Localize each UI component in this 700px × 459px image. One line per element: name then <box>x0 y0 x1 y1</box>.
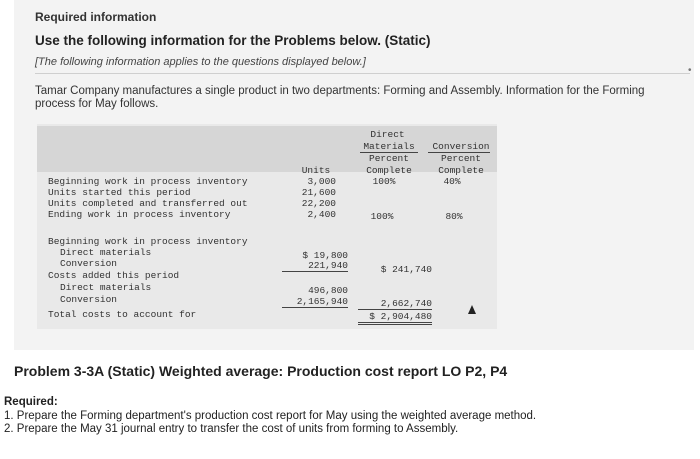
dm-header-rule <box>360 152 418 153</box>
conv-header-rule <box>428 152 490 153</box>
units-value: 22,200 <box>301 198 336 209</box>
cost-subtotal: $ 241,740 <box>380 264 432 275</box>
requirements-list <box>4 410 694 436</box>
requirement-item: 2. Prepare the May 31 journal entry to transfer the cost of units from forming to Assembly. <box>4 423 459 435</box>
requirement-item: 1. Prepare the Forming department's production cost report for May using the weighted average method. <box>4 410 537 422</box>
cost-value: 496,800 <box>308 285 348 296</box>
row-label: Beginning work in process inventory <box>48 176 248 187</box>
cost-label: Conversion <box>60 258 118 269</box>
units-value: 3,000 <box>307 176 336 187</box>
dm-header-line2: Materials <box>363 141 415 152</box>
row-label: Ending work in process inventory <box>48 209 231 220</box>
cost-subtotal: 2,662,740 <box>358 298 432 310</box>
conv-percent: 40% <box>443 176 461 187</box>
dm-header-line3: Percent <box>369 153 409 164</box>
cost-label: Costs added this period <box>48 270 180 281</box>
cost-value: $ 19,800 <box>302 250 348 261</box>
dm-header-line4: Complete <box>366 165 412 176</box>
dm-header-line1: Direct <box>370 129 405 140</box>
row-label: Units started this period <box>48 187 191 198</box>
more-dot: • <box>688 65 692 76</box>
dm-percent: 100% <box>372 176 396 187</box>
conv-header-line2: Percent <box>441 153 481 164</box>
conv-header-line3: Complete <box>438 165 484 176</box>
cost-value: 2,165,940 <box>282 296 348 308</box>
units-header: Units <box>301 165 331 176</box>
cost-label: Conversion <box>60 294 118 305</box>
intro-paragraph: Tamar Company manufactures a single product in two departments: Forming and Assembly. Information for the Forming process for May follows. <box>35 85 645 110</box>
applies-note: [The following information applies to the questions displayed below.] <box>35 56 366 68</box>
cost-value: 221,940 <box>282 260 348 272</box>
cost-total: $ 2,904,480 <box>358 311 432 325</box>
cost-label: Total costs to account for <box>48 309 197 320</box>
units-value: 21,600 <box>301 187 336 198</box>
cost-label: Direct materials <box>60 282 152 293</box>
cursor-pointer-icon <box>468 305 476 314</box>
units-value: 2,400 <box>307 209 336 220</box>
conv-percent: 80% <box>445 211 463 222</box>
conv-header-line1: Conversion <box>432 141 490 152</box>
row-label: Units completed and transferred out <box>48 198 248 209</box>
problem-title: Problem 3-3A (Static) Weighted average: Production cost report LO P2, P4 <box>14 363 508 379</box>
cost-label: Direct materials <box>60 247 152 258</box>
dm-percent: 100% <box>370 211 394 222</box>
cost-label: Beginning work in process inventory <box>48 236 248 247</box>
required-info-heading: Required information <box>35 10 157 24</box>
required-label: Required: <box>4 396 58 408</box>
divider <box>35 73 690 74</box>
instructions-heading: Use the following information for the Problems below. (Static) <box>35 33 431 48</box>
